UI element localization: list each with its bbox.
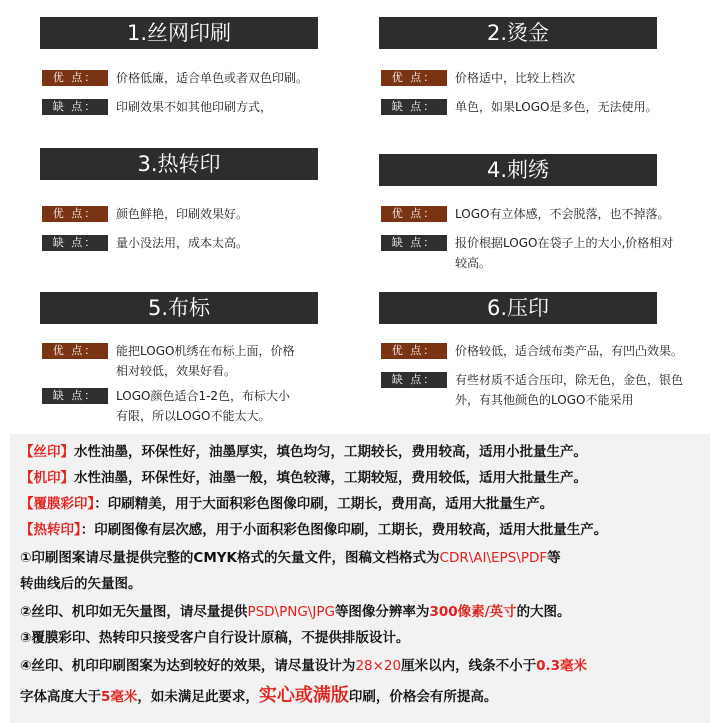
note-text: 等 — [547, 550, 561, 566]
con-label: 缺 点： — [381, 99, 447, 115]
note-4 — [20, 654, 587, 678]
note-machine-print — [20, 466, 587, 490]
con-label: 缺 点： — [381, 235, 447, 251]
note-text: 印刷，价格会有所提高。 — [348, 689, 498, 705]
method-5-title: 5.布标 — [40, 292, 318, 324]
note-text: 字体高度大于 — [20, 689, 101, 705]
method-4-title: 4.刺绣 — [379, 154, 657, 186]
pro-label: 优 点： — [42, 70, 108, 86]
note-tag: 【丝印】 — [20, 444, 74, 460]
con-text: 单色，如果LOGO是多色，无法使用。 — [455, 100, 658, 114]
pro-text: 价格低廉，适合单色或者双色印刷。 — [116, 71, 309, 85]
method-1-con — [42, 97, 322, 117]
method-3-title: 3.热转印 — [40, 148, 318, 180]
method-1-pro — [42, 68, 322, 88]
note-text: ，如未满足此要求， — [137, 689, 259, 705]
method-6-pro — [381, 341, 701, 361]
con-text: 有些材质不适合压印，除无色，金色，银色外，有其他颜色的LOGO不能采用 — [455, 373, 684, 407]
note-1-cont — [20, 572, 142, 596]
pro-label: 优 点： — [42, 206, 108, 222]
note-text: 水性油墨，环保性好，油墨一般，填色较薄，工期较短，费用较低，适用大批量生产。 — [74, 470, 587, 486]
note-text: 厘米以内，线条不小于 — [401, 658, 537, 674]
pro-text: 价格较低，适合绒布类产品，有凹凸效果。 — [455, 344, 684, 358]
note-tag: 【覆膜彩印】 — [20, 496, 95, 512]
con-label: 缺 点： — [381, 372, 447, 388]
pro-label: 优 点： — [381, 206, 447, 222]
note-heat-transfer — [20, 518, 607, 542]
pro-text: LOGO有立体感，不会脱落，也不掉落。 — [455, 207, 670, 221]
method-1-title: 1.丝网印刷 — [40, 17, 318, 49]
con-text: 印刷效果不如其他印刷方式， — [116, 100, 273, 114]
note-highlight: CDR\AI\EPS\PDF — [439, 550, 548, 566]
note-highlight: 28×20 — [355, 658, 402, 674]
note-1 — [20, 546, 561, 570]
note-highlight: PSD\PNG\JPG — [247, 604, 335, 620]
pro-text: 颜色鲜艳，印刷效果好。 — [116, 207, 249, 221]
note-silk-screen — [20, 440, 587, 464]
method-4-con — [381, 233, 681, 273]
con-text: LOGO颜色适合1-2色，布标大小有限，所以LOGO不能太大。 — [116, 389, 291, 423]
method-5-pro — [42, 341, 322, 381]
note-4-cont — [20, 684, 497, 709]
note-highlight: 0.3毫米 — [536, 658, 588, 674]
pro-label: 优 点： — [381, 70, 447, 86]
method-5-con — [42, 386, 322, 426]
method-6-title: 6.压印 — [379, 292, 657, 324]
note-text: ：印刷图像有层次感，用于小面积彩色图像印刷，工期长，费用较高，适用大批量生产。 — [80, 522, 608, 538]
note-text: ②丝印、机印如无矢量图，请尽量提供 — [20, 604, 248, 620]
note-text: 水性油墨，环保性好，油墨厚实，填色均匀，工期较长，费用较高，适用小批量生产。 — [74, 444, 587, 460]
note-highlight-large: 实心或满版 — [258, 685, 349, 706]
con-text: 报价根据LOGO在袋子上的大小,价格相对较高。 — [455, 236, 674, 270]
con-label: 缺 点： — [42, 235, 108, 251]
con-label: 缺 点： — [42, 388, 108, 404]
method-4-pro — [381, 204, 681, 224]
note-highlight: 5毫米 — [101, 689, 138, 705]
method-6-con — [381, 370, 701, 410]
method-3-pro — [42, 204, 322, 224]
pro-label: 优 点： — [381, 343, 447, 359]
pro-text: 能把LOGO机绣在布标上面，价格相对较低，效果好看。 — [116, 344, 295, 378]
note-laminated-print — [20, 492, 553, 516]
pro-text: 价格适中，比较上档次 — [455, 71, 576, 85]
note-text: ③覆膜彩印、热转印只接受客户自行设计原稿，不提供排版设计。 — [20, 630, 410, 646]
method-3-con — [42, 233, 322, 253]
note-text: ①印刷图案请尽量提供完整的CMYK格式的矢量文件，图稿文档格式为 — [20, 550, 440, 566]
note-tag: 【热转印】 — [20, 522, 81, 538]
notes-panel — [10, 434, 710, 723]
note-text: ④丝印、机印印刷图案为达到较好的效果，请尽量设计为 — [20, 658, 356, 674]
note-highlight: 300像素/英寸 — [429, 604, 517, 620]
note-2 — [20, 600, 571, 624]
pro-label: 优 点： — [42, 343, 108, 359]
method-2-con — [381, 97, 691, 117]
note-text: 等图像分辨率为 — [334, 604, 430, 620]
method-2-pro — [381, 68, 681, 88]
note-text: 转曲线后的矢量图。 — [20, 576, 142, 592]
note-text: ：印刷精美，用于大面积彩色图像印刷，工期长，费用高，适用大批量生产。 — [94, 496, 554, 512]
note-text: 的大图。 — [516, 604, 571, 620]
con-text: 量小没法用，成本太高。 — [116, 236, 249, 250]
con-label: 缺 点： — [42, 99, 108, 115]
method-2-title: 2.烫金 — [379, 17, 657, 49]
note-3 — [20, 626, 409, 650]
note-tag: 【机印】 — [20, 470, 74, 486]
